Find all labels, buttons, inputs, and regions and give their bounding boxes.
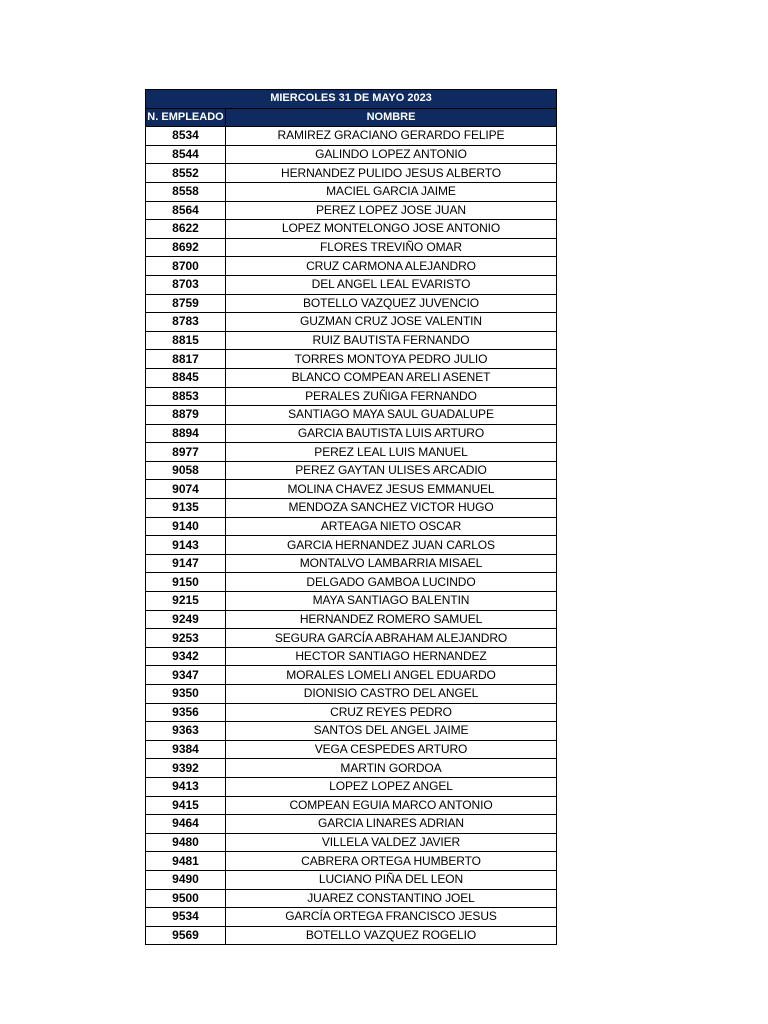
table-row: [146, 164, 557, 183]
table-row: [146, 182, 557, 201]
employee-number-cell: 8534: [146, 127, 226, 146]
employee-number-cell: 9413: [146, 777, 226, 796]
table-row: [146, 424, 557, 443]
employee-name-cell: SEGURA GARCÍA ABRAHAM ALEJANDRO: [226, 629, 557, 648]
employee-name-cell: RUIZ BAUTISTA FERNANDO: [226, 331, 557, 350]
table-row: [146, 852, 557, 871]
table-row: [146, 238, 557, 257]
employee-name-cell: CRUZ REYES PEDRO: [226, 703, 557, 722]
table-row: [146, 870, 557, 889]
employee-name-cell: FLORES TREVIÑO OMAR: [226, 238, 557, 257]
employee-number-cell: 8700: [146, 257, 226, 276]
employee-number-cell: 9253: [146, 629, 226, 648]
employee-name-cell: CRUZ CARMONA ALEJANDRO: [226, 257, 557, 276]
table-row: [146, 815, 557, 834]
employee-number-cell: 8622: [146, 220, 226, 239]
table-row: [146, 703, 557, 722]
employee-name-cell: LOPEZ LOPEZ ANGEL: [226, 777, 557, 796]
employee-name-cell: PEREZ GAYTAN ULISES ARCADIO: [226, 461, 557, 480]
employee-number-cell: 8977: [146, 443, 226, 462]
employee-number-cell: 9569: [146, 926, 226, 945]
employee-number-cell: 8817: [146, 350, 226, 369]
table-row: [146, 443, 557, 462]
header-row: [146, 108, 557, 127]
employee-number-cell: 9143: [146, 536, 226, 555]
employee-name-cell: BOTELLO VAZQUEZ ROGELIO: [226, 926, 557, 945]
employee-number-cell: 9481: [146, 852, 226, 871]
employee-name-cell: MOLINA CHAVEZ JESUS EMMANUEL: [226, 480, 557, 499]
employee-name-cell: SANTIAGO MAYA SAUL GUADALUPE: [226, 406, 557, 425]
employee-number-cell: 8703: [146, 275, 226, 294]
employee-name-cell: LOPEZ MONTELONGO JOSE ANTONIO: [226, 220, 557, 239]
table-row: [146, 387, 557, 406]
employee-number-cell: 9500: [146, 889, 226, 908]
employee-name-cell: PEREZ LEAL LUIS MANUEL: [226, 443, 557, 462]
employee-name-cell: GARCÍA ORTEGA FRANCISCO JESUS: [226, 908, 557, 927]
employee-number-cell: 9342: [146, 647, 226, 666]
employee-name-cell: VEGA CESPEDES ARTURO: [226, 740, 557, 759]
employee-name-cell: HERNANDEZ ROMERO SAMUEL: [226, 610, 557, 629]
employee-number-cell: 9140: [146, 517, 226, 536]
employee-name-cell: DELGADO GAMBOA LUCINDO: [226, 573, 557, 592]
employee-name-cell: JUAREZ CONSTANTINO JOEL: [226, 889, 557, 908]
table-row: [146, 331, 557, 350]
employee-name-cell: MACIEL GARCIA JAIME: [226, 182, 557, 201]
table-row: [146, 629, 557, 648]
table-row: [146, 889, 557, 908]
employee-name-cell: BLANCO COMPEAN ARELI ASENET: [226, 368, 557, 387]
employee-number-cell: 9350: [146, 685, 226, 704]
employee-table: [145, 89, 557, 945]
table-row: [146, 647, 557, 666]
table-row: [146, 257, 557, 276]
employee-number-cell: 9074: [146, 480, 226, 499]
employee-number-cell: 9534: [146, 908, 226, 927]
table-row: [146, 722, 557, 741]
employee-number-cell: 8564: [146, 201, 226, 220]
table-row: [146, 926, 557, 945]
table-row: [146, 517, 557, 536]
table-row: [146, 350, 557, 369]
employee-number-cell: 9363: [146, 722, 226, 741]
employee-name-cell: MONTALVO LAMBARRIA MISAEL: [226, 554, 557, 573]
table-body: [146, 127, 557, 945]
employee-number-cell: 9058: [146, 461, 226, 480]
table-row: [146, 759, 557, 778]
employee-number-cell: 9135: [146, 499, 226, 518]
table-row: [146, 406, 557, 425]
header-name: NOMBRE: [226, 108, 557, 127]
employee-number-cell: 9347: [146, 666, 226, 685]
employee-number-cell: 8783: [146, 313, 226, 332]
employee-name-cell: LUCIANO PIÑA DEL LEON: [226, 870, 557, 889]
table-row: [146, 536, 557, 555]
employee-name-cell: CABRERA ORTEGA HUMBERTO: [226, 852, 557, 871]
employee-number-cell: 9392: [146, 759, 226, 778]
table-row: [146, 740, 557, 759]
table-row: [146, 368, 557, 387]
employee-name-cell: ARTEAGA NIETO OSCAR: [226, 517, 557, 536]
table-row: [146, 592, 557, 611]
employee-name-cell: HERNANDEZ PULIDO JESUS ALBERTO: [226, 164, 557, 183]
employee-number-cell: 8879: [146, 406, 226, 425]
table-row: [146, 294, 557, 313]
table-row: [146, 573, 557, 592]
employee-number-cell: 8692: [146, 238, 226, 257]
employee-number-cell: 8894: [146, 424, 226, 443]
employee-number-cell: 9480: [146, 833, 226, 852]
table-row: [146, 908, 557, 927]
table-row: [146, 313, 557, 332]
table-row: [146, 499, 557, 518]
employee-name-cell: GARCIA LINARES ADRIAN: [226, 815, 557, 834]
sheet-title: MIERCOLES 31 DE MAYO 2023: [146, 90, 557, 109]
employee-name-cell: TORRES MONTOYA PEDRO JULIO: [226, 350, 557, 369]
employee-name-cell: COMPEAN EGUIA MARCO ANTONIO: [226, 796, 557, 815]
employee-name-cell: HECTOR SANTIAGO HERNANDEZ: [226, 647, 557, 666]
table-row: [146, 554, 557, 573]
employee-name-cell: RAMIREZ GRACIANO GERARDO FELIPE: [226, 127, 557, 146]
employee-number-cell: 8815: [146, 331, 226, 350]
table-row: [146, 666, 557, 685]
employee-name-cell: MARTIN GORDOA: [226, 759, 557, 778]
employee-number-cell: 8759: [146, 294, 226, 313]
employee-name-cell: DIONISIO CASTRO DEL ANGEL: [226, 685, 557, 704]
table-row: [146, 220, 557, 239]
employee-number-cell: 8853: [146, 387, 226, 406]
employee-number-cell: 8544: [146, 145, 226, 164]
table-row: [146, 610, 557, 629]
employee-name-cell: SANTOS DEL ANGEL JAIME: [226, 722, 557, 741]
employee-number-cell: 9415: [146, 796, 226, 815]
employee-name-cell: GALINDO LOPEZ ANTONIO: [226, 145, 557, 164]
header-employee-number: N. EMPLEADO: [146, 108, 226, 127]
employee-number-cell: 8845: [146, 368, 226, 387]
employee-name-cell: PERALES ZUÑIGA FERNANDO: [226, 387, 557, 406]
table-row: [146, 127, 557, 146]
table-row: [146, 796, 557, 815]
table-row: [146, 777, 557, 796]
employee-number-cell: 9147: [146, 554, 226, 573]
employee-sheet: [145, 89, 556, 945]
table-row: [146, 461, 557, 480]
employee-number-cell: 8552: [146, 164, 226, 183]
employee-name-cell: GUZMAN CRUZ JOSE VALENTIN: [226, 313, 557, 332]
employee-name-cell: MAYA SANTIAGO BALENTIN: [226, 592, 557, 611]
employee-name-cell: BOTELLO VAZQUEZ JUVENCIO: [226, 294, 557, 313]
employee-name-cell: GARCIA HERNANDEZ JUAN CARLOS: [226, 536, 557, 555]
employee-name-cell: GARCIA BAUTISTA LUIS ARTURO: [226, 424, 557, 443]
table-row: [146, 833, 557, 852]
employee-number-cell: 9464: [146, 815, 226, 834]
table-row: [146, 201, 557, 220]
table-row: [146, 685, 557, 704]
employee-name-cell: PEREZ LOPEZ JOSE JUAN: [226, 201, 557, 220]
table-row: [146, 480, 557, 499]
table-row: [146, 275, 557, 294]
employee-number-cell: 9150: [146, 573, 226, 592]
employee-number-cell: 9384: [146, 740, 226, 759]
employee-number-cell: 9490: [146, 870, 226, 889]
title-row: [146, 90, 557, 109]
employee-number-cell: 9356: [146, 703, 226, 722]
employee-number-cell: 9215: [146, 592, 226, 611]
employee-name-cell: MORALES LOMELI ANGEL EDUARDO: [226, 666, 557, 685]
table-row: [146, 145, 557, 164]
employee-name-cell: DEL ANGEL LEAL EVARISTO: [226, 275, 557, 294]
employee-name-cell: MENDOZA SANCHEZ VICTOR HUGO: [226, 499, 557, 518]
employee-number-cell: 8558: [146, 182, 226, 201]
employee-name-cell: VILLELA VALDEZ JAVIER: [226, 833, 557, 852]
employee-number-cell: 9249: [146, 610, 226, 629]
